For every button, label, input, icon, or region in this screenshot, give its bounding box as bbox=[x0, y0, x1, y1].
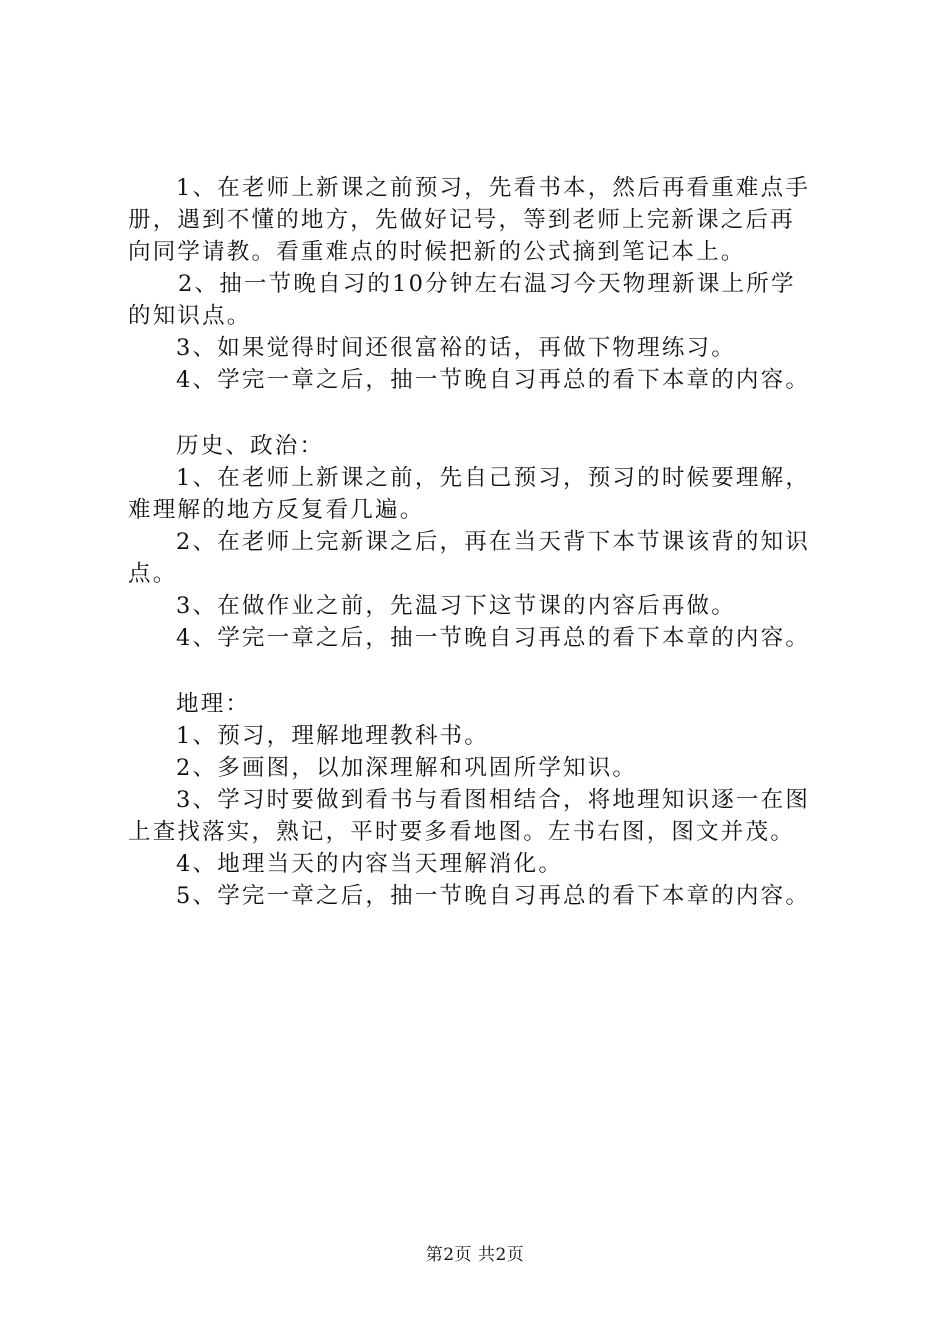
physics-item-1-line-3: 向同学请教。看重难点的时候把新的公式摘到笔记本上。 bbox=[128, 239, 746, 265]
geography-item-1: 1、预习，理解地理教科书。 bbox=[176, 723, 489, 749]
history-item-2-line-1: 2、在老师上完新课之后，再在当天背下本节课该背的知识 bbox=[176, 529, 811, 555]
page-footer: 第2页 共2页 bbox=[425, 1245, 525, 1265]
physics-item-3: 3、如果觉得时间还很富裕的话，再做下物理练习。 bbox=[176, 335, 736, 361]
history-politics-section bbox=[128, 430, 832, 654]
history-item-1-line-1: 1、在老师上新课之前，先自己预习，预习的时候要理解， bbox=[176, 465, 811, 491]
document-body bbox=[128, 172, 832, 912]
physics-item-4: 4、学完一章之后，抽一节晚自习再总的看下本章的内容。 bbox=[176, 367, 811, 393]
history-item-1-line-2: 难理解的地方反复看几遍。 bbox=[128, 497, 425, 523]
geography-heading: 地理： bbox=[176, 691, 251, 717]
physics-item-2-line-1: 2、抽一节晚自习的10分钟左右温习今天物理新课上所学 bbox=[178, 271, 796, 297]
history-item-4: 4、学完一章之后，抽一节晚自习再总的看下本章的内容。 bbox=[176, 625, 811, 651]
physics-item-1-line-1: 1、在老师上新课之前预习，先看书本，然后再看重难点手 bbox=[176, 175, 811, 201]
geography-item-3-line-2: 上查找落实，熟记，平时要多看地图。左书右图，图文并茂。 bbox=[128, 819, 795, 845]
geography-section bbox=[128, 688, 832, 912]
physics-section bbox=[128, 172, 832, 396]
geography-item-4: 4、地理当天的内容当天理解消化。 bbox=[176, 851, 564, 877]
physics-item-2-line-2: 的知识点。 bbox=[128, 303, 252, 329]
geography-item-5: 5、学完一章之后，抽一节晚自习再总的看下本章的内容。 bbox=[176, 883, 811, 909]
geography-item-3-line-1: 3、学习时要做到看书与看图相结合，将地理知识逐一在图 bbox=[176, 787, 811, 813]
physics-item-1-line-2: 册，遇到不懂的地方，先做好记号，等到老师上完新课之后再 bbox=[128, 207, 795, 233]
history-item-3: 3、在做作业之前，先温习下这节课的内容后再做。 bbox=[176, 593, 736, 619]
history-politics-heading: 历史、政治： bbox=[176, 433, 325, 459]
geography-item-2: 2、多画图，以加深理解和巩固所学知识。 bbox=[176, 755, 638, 781]
history-item-2-line-2: 点。 bbox=[128, 561, 178, 587]
